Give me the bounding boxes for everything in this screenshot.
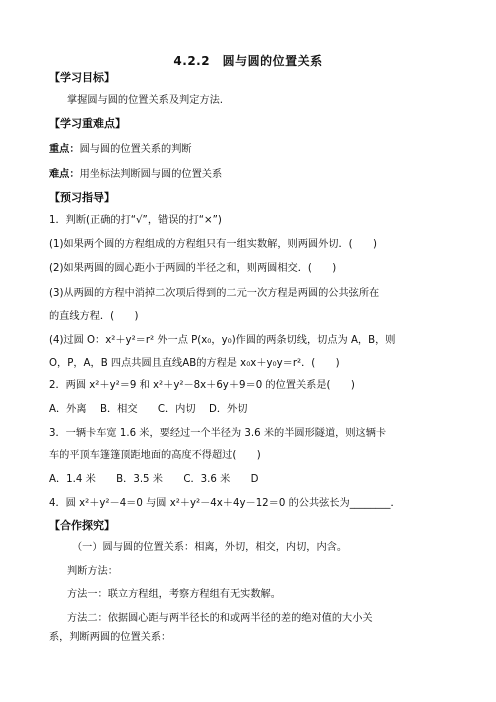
question-3-options: A．1.4 米 B．3.5 米 C．3.6 米 D: [49, 474, 259, 485]
question-4: 4．圆 x²＋y²－4＝0 与圆 x²＋y²－4x＋4y－12＝0 的公共弦长为________．: [49, 498, 401, 509]
coop-line-1: （一）圆与圆的位置关系：相离，外切，相交，内切，内含。: [72, 542, 348, 553]
coop-line-3: 方法一：联立方程组，考察方程组有无实数解。: [67, 589, 281, 600]
key-point-label: 重点：: [49, 144, 80, 155]
question-1: 1．判断(正确的打“√”，错误的打“×”): [49, 215, 222, 226]
question-1-3a: (3)从两圆的方程中消掉二次项后得到的二元一次方程是两圆的公共弦所在: [49, 288, 380, 299]
question-2-options: A．外离 B．相交 C．内切 D．外切: [49, 404, 248, 415]
question-1-1: (1)如果两个圆的方程组成的方程组只有一组实数解，则两圆外切．( ): [49, 239, 378, 250]
coop-line-4b: 系，判断两圆的位置关系：: [49, 632, 172, 643]
coop-line-4a: 方法二：依据圆心距与两半径长的和或两半径的差的绝对值的大小关: [67, 613, 373, 624]
coop-line-2: 判断方法：: [67, 566, 118, 577]
goal-text: 掌握圆与圆的位置关系及判定方法.: [67, 95, 224, 106]
question-1-4a: (4)过圆 O：x²＋y²＝r² 外一点 P(x₀，y₀)作圆的两条切线，切点为 A，B，则: [49, 335, 396, 346]
section-header-coop: 【合作探究】: [49, 519, 115, 532]
question-3b: 车的平顶车篷篷顶距地面的高度不得超过( ): [49, 450, 261, 461]
key-point-text: 圆与圆的位置关系的判断: [79, 144, 192, 155]
question-1-4b: O，P，A，B 四点共圆且直线AB的方程是 x₀x＋y₀y＝r²．( ): [49, 358, 340, 369]
page-title: 4.2.2 圆与圆的位置关系: [173, 54, 323, 68]
difficulty-line: [49, 168, 222, 182]
key-point-line: [49, 143, 192, 157]
section-header-preview: 【预习指导】: [49, 191, 115, 204]
question-2: 2．两圆 x²＋y²＝9 和 x²＋y²－8x＋6y＋9＝0 的位置关系是( ): [49, 380, 355, 391]
question-3a: 3．一辆卡车宽 1.6 米，要经过一个半径为 3.6 米的半圆形隧道，则这辆卡: [49, 428, 387, 439]
question-1-3b: 的直线方程．( ): [49, 311, 139, 322]
difficulty-label: 难点：: [49, 169, 80, 180]
question-1-2: (2)如果两圆的圆心距小于两圆的半径之和，则两圆相交．( ): [49, 263, 337, 274]
section-header-key: 【学习重难点】: [49, 117, 126, 130]
section-header-goal: 【学习目标】: [49, 71, 115, 84]
difficulty-text: 用坐标法判断圆与圆的位置关系: [79, 169, 223, 180]
